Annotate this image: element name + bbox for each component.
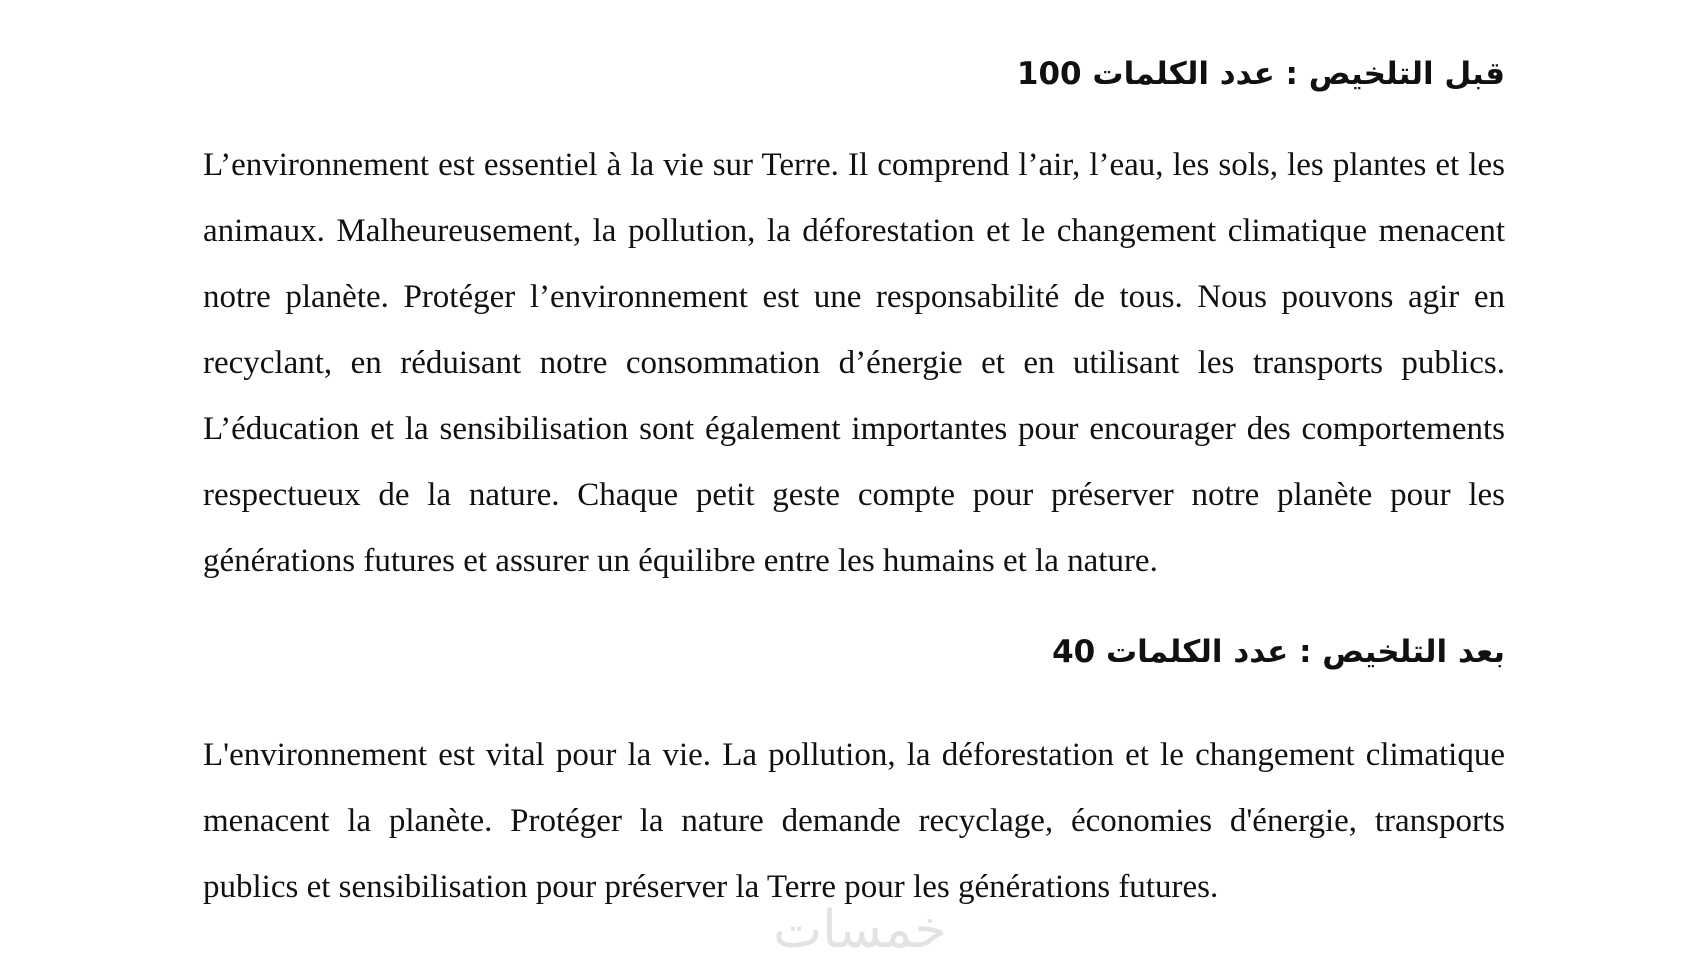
- after-summary-heading: بعد التلخيص : عدد الكلمات 40: [1052, 634, 1505, 670]
- after-summary-paragraph: L'environnement est vital pour la vie. La pollution, la déforestation et le changement climatique menacent la planète. Protéger la nature demande recyclage, économies d'énergie, transports publics et sensibilisation pour préserver la Terre pour les générations futures.: [203, 737, 1505, 905]
- before-summary-heading: قبل التلخيص : عدد الكلمات 100: [1016, 56, 1505, 92]
- before-summary-paragraph: L’environnement est essentiel à la vie sur Terre. Il comprend l’air, l’eau, les sols, les plantes et les animaux. Malheureusement, la pollution, la déforestation et le changement climatique menacent notre planète. Protéger l’environnement est une responsabilité de tous. Nous pouvons agir en recyclant, en réduisant notre consommation d’énergie et en utilisant les transports publics. L’éducation et la sensibilisation sont également importantes pour encourager des comportements respectueux de la nature. Chaque petit geste compte pour préserver notre planète pour les générations futures et assurer un équilibre entre les humains et la nature.: [203, 147, 1505, 579]
- khamsat-watermark: خمسات: [773, 900, 947, 960]
